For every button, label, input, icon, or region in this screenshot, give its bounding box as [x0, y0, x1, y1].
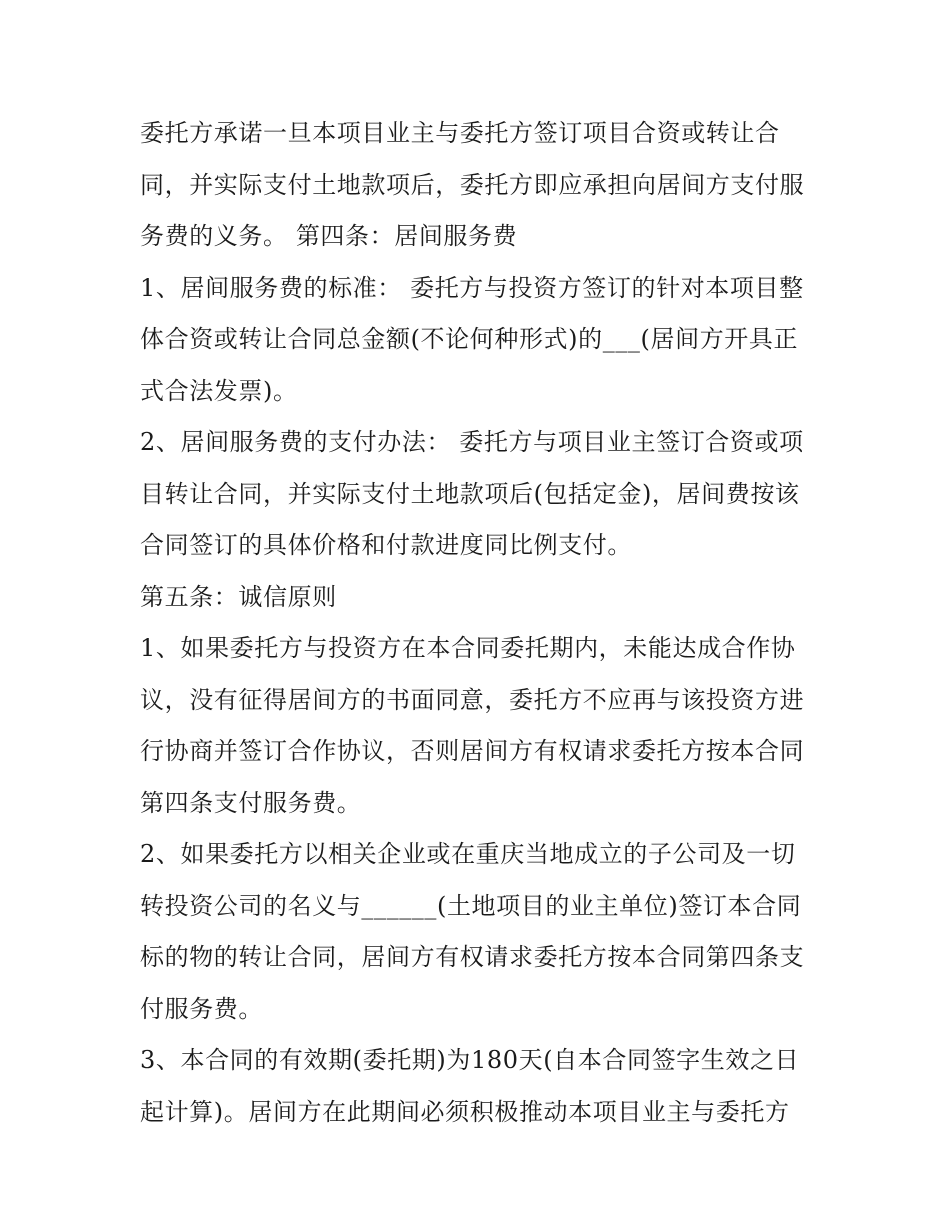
contract-body-text	[140, 108, 830, 1138]
text-line: 2、居间服务费的支付办法： 委托方与项目业主签订合资或项	[140, 428, 804, 456]
text-line: 1、如果委托方与投资方在本合同委托期内，未能达成合作协	[140, 634, 796, 662]
text-line: 付服务费。	[140, 994, 263, 1023]
text-line: 体合资或转让合同总金额(不论何种形式)的___(居间方开具正	[140, 325, 799, 353]
text-line: 委托方承诺一旦本项目业主与委托方签订项目合资或转让合	[140, 119, 780, 147]
section-heading: 第五条：诚信原则	[140, 582, 337, 611]
text-line: 议，没有征得居间方的书面同意，委托方不应再与该投资方进	[140, 685, 805, 714]
text-line: 标的物的转让合同，居间方有权请求委托方按本合同第四条支	[140, 943, 805, 971]
text-line: 目转让合同，并实际支付土地款项后(包括定金)，居间费按该	[140, 479, 800, 508]
text-line: 1、居间服务费的标准： 委托方与投资方签订的针对本项目整	[140, 273, 804, 302]
text-line: 同，并实际支付土地款项后，委托方即应承担向居间方支付服	[140, 170, 805, 199]
text-line: 转投资公司的名义与______(土地项目的业主单位)签订本合同	[140, 891, 802, 920]
text-line: 合同签订的具体价格和付款进度同比例支付。	[140, 531, 632, 559]
text-line: 第四条支付服务费。	[140, 788, 362, 817]
text-line: 行协商并签订合作协议，否则居间方有权请求委托方按本合同	[140, 737, 805, 765]
text-line: 务费的义务。 第四条：居间服务费	[140, 222, 518, 250]
text-line: 2、如果委托方以相关企业或在重庆当地成立的子公司及一切	[140, 840, 796, 868]
text-line: 式合法发票)。	[140, 376, 298, 405]
text-line: 起计算)。居间方在此期间必须积极推动本项目业主与委托方	[140, 1097, 790, 1126]
text-line: 3、本合同的有效期(委托期)为180天(自本合同签字生效之日	[140, 1046, 800, 1074]
